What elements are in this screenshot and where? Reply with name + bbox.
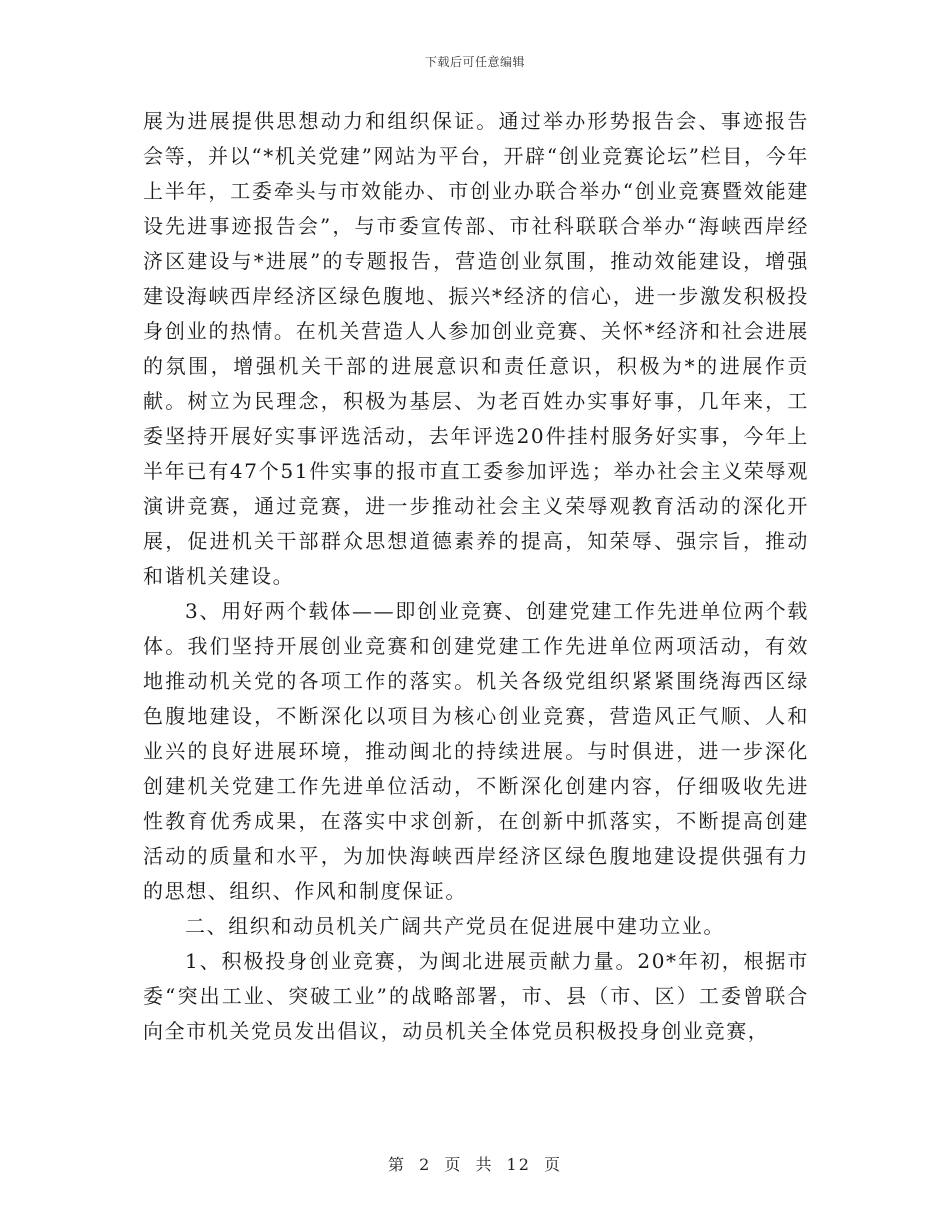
- paragraph-3: 二、组织和动员机关广阔共产党员在促进展中建功立业。: [185, 914, 725, 938]
- page-number-footer: 第 2 页 共 12 页: [388, 1155, 562, 1174]
- page-header-note: 下载后可任意编辑: [424, 55, 525, 69]
- document-body: [143, 104, 809, 1049]
- paragraph-4: 1、积极投身创业竞赛，为闽北进展贡献力量。20*年初，根据市委“突出工业、突破工业”的战略部署，市、县（市、区）工委曾联合向全市机关党员发出倡议，动员机关全体党员积极投身创业竞赛，: [143, 949, 809, 1043]
- paragraph-2: 3、用好两个载体——即创业竞赛、创建党建工作先进单位两个载体。我们坚持开展创业竞赛和创建党建工作先进单位两项活动，有效地推动机关党的各项工作的落实。机关各级党组织紧紧围绕海西区绿色腹地建设，不断深化以项目为核心创业竞赛，营造风正气顺、人和业兴的良好进展环境，推动闽北的持续进展。与时俱进，进一步深化创建机关党建工作先进单位活动，不断深化创建内容，仔细吸收先进性教育优秀成果，在落实中求创新，在创新中抓落实，不断提高创建活动的质量和水平，为加快海峡西岸经济区绿色腹地建设提供强有力的思想、组织、作风和制度保证。: [143, 599, 809, 903]
- paragraph-1: 展为进展提供思想动力和组织保证。通过举办形势报告会、事迹报告会等，并以“*机关党建”网站为平台，开辟“创业竞赛论坛”栏目，今年上半年，工委牵头与市效能办、市创业办联合举办“创业竞赛暨效能建设先进事迹报告会”，与市委宣传部、市社科联联合举办“海峡西岸经济区建设与*进展”的专题报告，营造创业氛围，推动效能建设，增强建设海峡西岸经济区绿色腹地、振兴*经济的信心，进一步激发积极投身创业的热情。在机关营造人人参加创业竞赛、关怀*经济和社会进展的氛围，增强机关干部的进展意识和责任意识，积极为*的进展作贡献。树立为民理念，积极为基层、为老百姓办实事好事，几年来，工委坚持开展好实事评选活动，去年评选20件挂村服务好实事，今年上半年已有47个51件实事的报市直工委参加评选；举办社会主义荣辱观演讲竞赛，通过竞赛，进一步推动社会主义荣辱观教育活动的深化开展，促进机关干部群众思想道德素养的提高，知荣辱、强宗旨，推动和谐机关建设。: [143, 109, 809, 588]
